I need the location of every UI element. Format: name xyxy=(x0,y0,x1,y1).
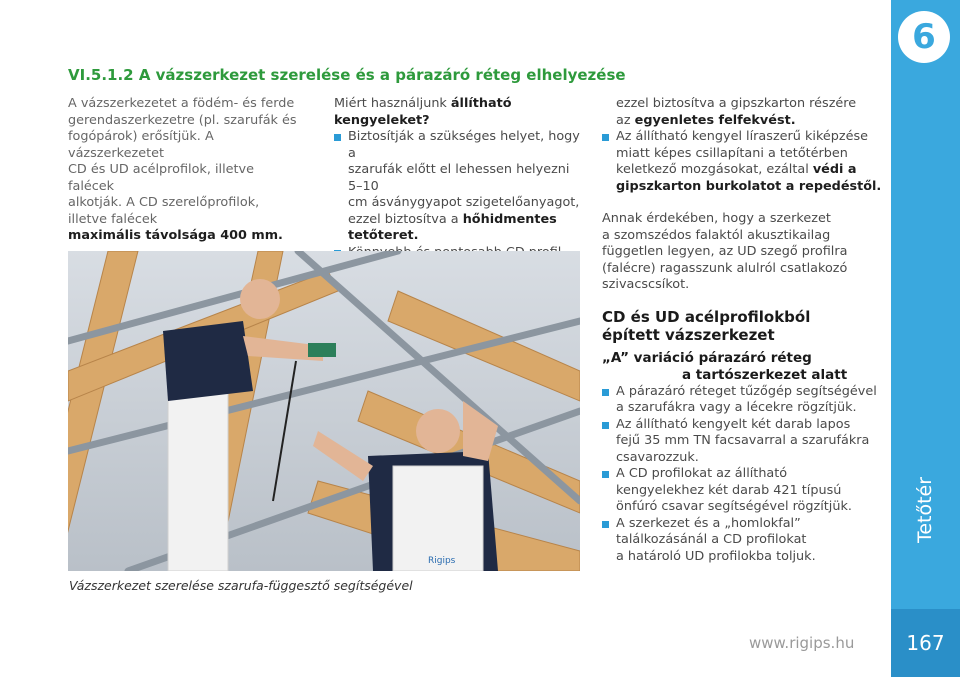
bullet-bold-line: gipszkarton burkolatot a repedéstől. xyxy=(616,178,882,194)
bullet-item xyxy=(602,516,887,566)
bullet-square-icon xyxy=(602,389,609,396)
bullet-line: szarufák előtt el lehessen helyezni 5–10 xyxy=(348,162,570,194)
bullet-bold-line: tetőteret. xyxy=(348,228,419,243)
photo-illustration xyxy=(68,251,580,571)
bullet-line: kengyelekhez két darab 421 típusú xyxy=(616,482,842,498)
bullet-line: miatt képes csillapítani a tetőtérben xyxy=(616,145,848,161)
continuation-bold: egyenletes felfekvést. xyxy=(634,112,796,128)
variant-line: „A” variáció párazáró réteg xyxy=(602,349,812,366)
bullet-square-icon xyxy=(334,134,341,141)
chapter-number-badge: 6 xyxy=(898,11,950,63)
bullet-line: cm ásványgyapot szigetelőanyagot, xyxy=(348,195,580,210)
acoustic-paragraph xyxy=(602,211,887,294)
bullet-bold: hőhidmentes xyxy=(462,211,557,227)
bullet-line: Az állítható kengyelt két darab lapos xyxy=(616,416,851,432)
bullet-line: fejű 35 mm TN facsavarral a szarufákra xyxy=(616,433,870,448)
bullet-square-icon xyxy=(602,471,609,478)
intro-line: alkotják. A CD szerelőprofilok, illetve falécek xyxy=(68,195,260,227)
paragraph-line: szivacscsíkot. xyxy=(602,277,690,292)
bullet-line: csavarozzuk. xyxy=(616,449,699,465)
bullet-item xyxy=(602,417,887,467)
bullet-text: keletkező mozgásokat, ezáltal xyxy=(616,162,813,177)
section-label-text: Tetőtér xyxy=(914,476,936,544)
bullet-line: A CD profilokat az állítható xyxy=(616,466,788,481)
bullet-square-icon xyxy=(602,521,609,528)
continuation-text: az xyxy=(616,112,635,128)
bullet-line: A párazáró réteget tűzőgép segítségével xyxy=(616,383,877,399)
intro-line: CD és UD acélprofilok, illetve falécek xyxy=(68,162,254,194)
paragraph-line: Annak érdekében, hogy a szerkezet xyxy=(602,211,831,226)
page-number: 167 xyxy=(891,609,960,677)
bullet-square-icon xyxy=(602,422,609,429)
subsection-heading xyxy=(602,308,887,344)
bullet-line: Biztosítják a szükséges helyet, hogy a xyxy=(348,129,580,161)
bullet-line: A szerkezet és a „homlokfal” xyxy=(616,515,801,531)
bullet-bold: védi a xyxy=(812,162,857,177)
ceiling-membrane xyxy=(68,251,580,571)
continuation-line: ezzel biztosítva a gipszkarton részére xyxy=(616,96,857,111)
bullet-item xyxy=(334,129,584,245)
photo-caption: Vázszerkezet szerelése szarufa-függesztő segítségével xyxy=(69,578,413,593)
bullet-line: a határoló UD profilokba toljuk. xyxy=(616,548,816,564)
installation-photo xyxy=(68,251,580,571)
intro-line: fogópárok) erősítjük. A vázszerkezetet xyxy=(68,129,214,161)
intro-bold-line: maximális távolsága 400 mm. xyxy=(68,228,283,243)
bullet-item xyxy=(602,384,887,417)
question-line xyxy=(334,96,584,129)
shirt-logo-text: Rigips xyxy=(428,556,456,566)
paragraph-line: független legyen, az UD szegő profilra xyxy=(602,244,848,259)
bullet-line xyxy=(616,162,887,179)
bullet-line: Az állítható kengyel líraszerű kiképzése xyxy=(616,129,869,144)
bullet-line: találkozásánál a CD profilokat xyxy=(616,532,807,547)
heading-line: épített vázszerkezet xyxy=(602,325,775,344)
variant-heading xyxy=(602,350,887,384)
section-label xyxy=(893,430,957,590)
paragraph-line: (falécre) ragasszunk alulról csatlakozó xyxy=(602,260,848,276)
bullet-text: ezzel biztosítva a xyxy=(348,211,463,227)
bullet-line: önfúró csavar segítségével rögzítjük. xyxy=(616,499,852,514)
bullet-square-icon xyxy=(602,134,609,141)
question-bold: állítható kengyeleket? xyxy=(334,96,512,128)
continuation-line xyxy=(616,113,887,130)
intro-line: gerendaszerkezetre (pl. szarufák és xyxy=(68,112,297,128)
variant-line: a tartószerkezet alatt xyxy=(682,366,848,383)
continuation xyxy=(602,96,887,129)
heading-line: CD és UD acélprofilokból xyxy=(602,307,811,326)
bullet-item xyxy=(602,129,887,195)
column-3 xyxy=(602,96,887,565)
bullet-line xyxy=(348,212,584,229)
section-title: VI.5.1.2 A vázszerkezet szerelése és a párazáró réteg elhelyezése xyxy=(68,66,626,84)
question-text: Miért használjunk xyxy=(334,96,451,111)
website-url[interactable]: www.rigips.hu xyxy=(749,634,855,652)
bullet-line: a szarufákra vagy a lécekre rögzítjük. xyxy=(616,400,857,415)
bullet-item xyxy=(602,466,887,516)
intro-line: A vázszerkezetet a födém- és ferde xyxy=(68,96,295,111)
paragraph-line: a szomszédos falaktól akusztikailag xyxy=(602,227,831,243)
